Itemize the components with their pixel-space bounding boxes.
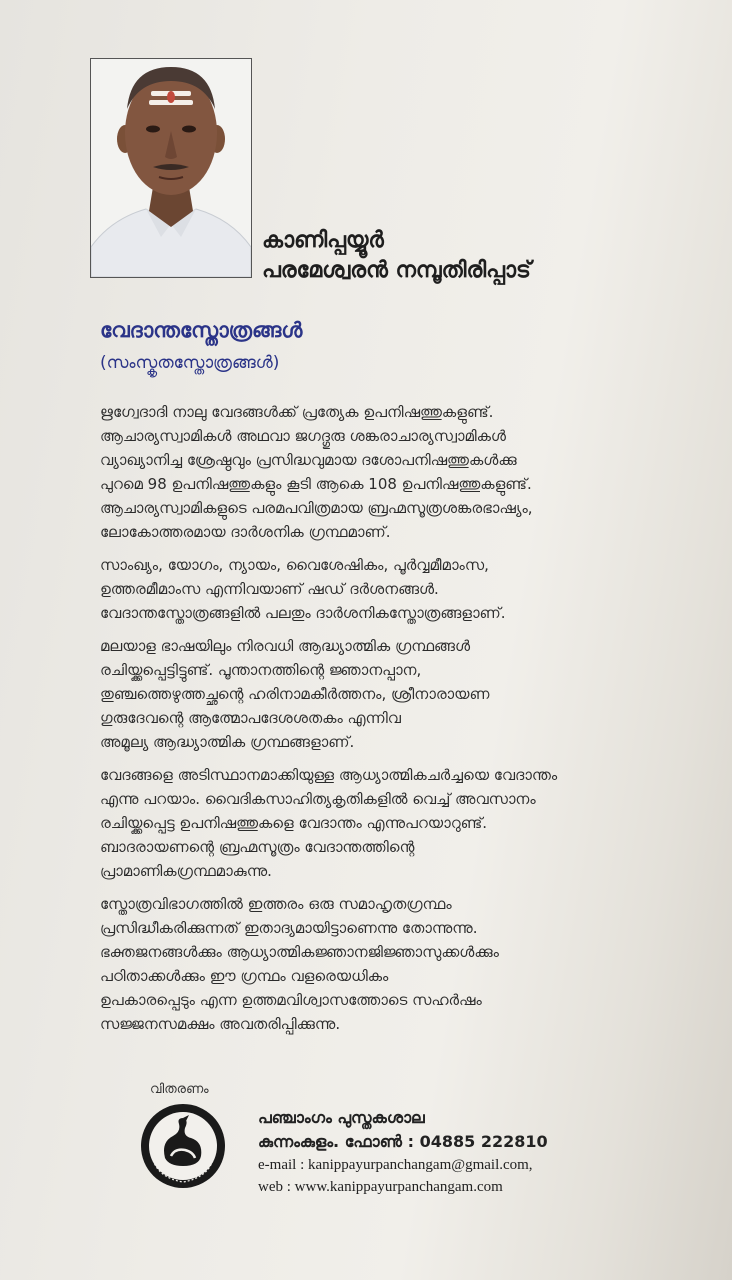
blurb-text [100, 400, 645, 1045]
text-line: പ്രാമാണികഗ്രന്ഥമാകുന്നു. [100, 862, 272, 880]
blurb-paragraph-4 [100, 763, 645, 883]
text-line: വേദാന്തസ്തോത്രങ്ങളിൽ പലതും ദാർശനികസ്തോത്രങ്ങളാണ്. [100, 604, 506, 622]
text-line: രചിയ്ക്കപ്പെട്ടിട്ടുണ്ട്. പൂന്താനത്തിന്റെ ജ്ഞാനപ്പാന, [100, 661, 422, 679]
book-subtitle: (സംസ്കൃതസ്തോത്രങ്ങൾ) [100, 353, 280, 373]
text-line: വേദങ്ങളെ അടിസ്ഥാനമാക്കിയുള്ള ആധ്യാത്മികചർച്ചയെ വേദാന്തം [100, 766, 558, 784]
text-line: ഉത്തരമീമാംസ എന്നിവയാണ് ഷഡ് ദർശനങ്ങൾ. [100, 580, 439, 598]
text-line: ഋഗ്വേദാദി നാലു വേദങ്ങൾക്ക് പ്രത്യേക ഉപനിഷത്തുകളുണ്ട്. [100, 403, 494, 421]
blurb-paragraph-5 [100, 892, 645, 1036]
text-line: ആചാര്യസ്വാമികൾ അഥവാ ജഗദ്ഗുരു ശങ്കരാചാര്യസ്വാമികൾ [100, 427, 506, 445]
text-line: സാംഖ്യം, യോഗം, ന്യായം, വൈശേഷികം, പൂർവ്വമീമാംസ, [100, 556, 489, 574]
blurb-paragraph-2 [100, 553, 645, 625]
distributor-label: വിതരണം [150, 1082, 209, 1097]
author-name-line1: കാണിപ്പയ്യൂർ [262, 228, 384, 253]
text-line: ഗുരുദേവന്റെ ആത്മോപദേശശതകം എന്നിവ [100, 709, 401, 727]
text-line: രചിയ്ക്കപ്പെട്ട ഉപനിഷത്തുകളെ വേദാന്തം എന്നുപറയാറുണ്ട്. [100, 814, 488, 832]
author-photo [90, 58, 252, 278]
publisher-address-phone: കുന്നംകുളം. ഫോൺ : 04885 222810 [258, 1132, 548, 1151]
text-line: ലോകോത്തരമായ ദാർശനിക ഗ്രന്ഥമാണ്. [100, 523, 391, 541]
swan-emblem-icon [139, 1102, 227, 1190]
publisher-info [258, 1106, 548, 1198]
text-line: അമൂല്യ ആദ്ധ്യാത്മിക ഗ്രന്ഥങ്ങളാണ്. [100, 733, 355, 751]
text-line: എന്നു പറയാം. വൈദികസാഹിത്യകൃതികളിൽ വെച്ച് അവസാനം [100, 790, 536, 808]
author-name-line2: പരമേശ്വരൻ നമ്പൂതിരിപ്പാട് [262, 258, 531, 283]
text-line: പ്രസിദ്ധീകരിക്കുന്നത് ഇതാദ്യമായിട്ടാണെന്നു തോന്നുന്നു. [100, 919, 478, 937]
author-portrait [91, 59, 251, 277]
publisher-name: പഞ്ചാംഗം പുസ്തകശാല [258, 1108, 425, 1127]
text-line: വ്യാഖ്യാനിച്ച ശ്രേഷ്ഠവും പ്രസിദ്ധവുമായ ദശോപനിഷത്തുകൾക്കു [100, 451, 517, 469]
text-line: ഉപകാരപ്പെടും എന്ന ഉത്തമവിശ്വാസത്തോടെ സഹർഷം [100, 991, 482, 1009]
book-title: വേദാന്തസ്തോത്രങ്ങൾ [100, 318, 303, 342]
publisher-website: web : www.kanippayurpanchangam.com [258, 1179, 503, 1195]
text-line: ആചാര്യസ്വാമികളുടെ പരമപവിത്രമായ ബ്രഹ്മസൂത്രശങ്കരഭാഷ്യം, [100, 499, 533, 517]
text-line: പഠിതാക്കൾക്കും ഈ ഗ്രന്ഥം വളരെയധികം [100, 967, 389, 985]
text-line: മലയാള ഭാഷയിലും നിരവധി ആദ്ധ്യാത്മിക ഗ്രന്ഥങ്ങൾ [100, 637, 471, 655]
blurb-paragraph-1 [100, 400, 645, 544]
text-line: ബാദരായണന്റെ ബ്രഹ്മസൂത്രം വേദാന്തത്തിന്റെ [100, 838, 415, 856]
text-line: സജ്ജനസമക്ഷം അവതരിപ്പിക്കുന്നു. [100, 1015, 341, 1033]
blurb-paragraph-3 [100, 634, 645, 754]
publisher-email: e-mail : kanippayurpanchangam@gmail.com, [258, 1157, 533, 1173]
text-line: പുറമെ 98 ഉപനിഷത്തുകളും കൂടി ആകെ 108 ഉപനിഷത്തുകളുണ്ട്. [100, 475, 532, 493]
text-line: സ്തോത്രവിഭാഗത്തിൽ ഇത്തരം ഒരു സമാഹൃതഗ്രന്ഥം [100, 895, 452, 913]
author-name [262, 226, 531, 286]
text-line: തുഞ്ചത്തെഴുത്തച്ഛന്റെ ഹരിനാമകീർത്തനം, ശ്രീനാരായണ [100, 685, 490, 703]
text-line: ഭക്തജനങ്ങൾക്കും ആധ്യാത്മികജ്ഞാനജിജ്ഞാസുക്കൾക്കും [100, 943, 499, 961]
